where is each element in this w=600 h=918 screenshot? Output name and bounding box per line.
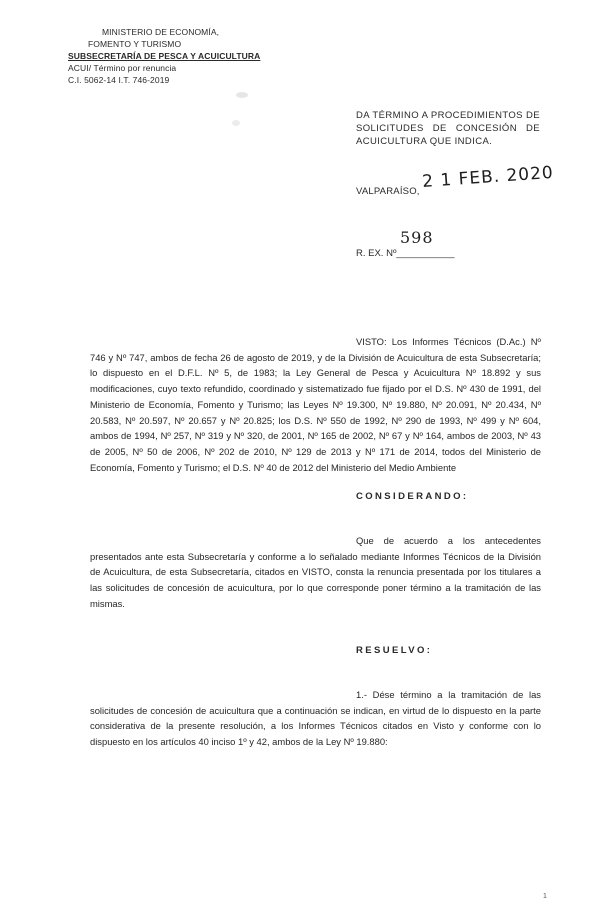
scan-mark: [236, 92, 248, 98]
page-folio: 1: [543, 893, 547, 900]
resuelvo-paragraph-1: 1.- Dése término a la tramitación de las solicitudes de concesión de acuicultura que a continuación se indican, en virtud de lo dispuesto en la parte considerativa de la presente resolución, a los Informes Técnicos citados en Visto y conforme con lo dispuesto en los artículos 40 inciso 1º y 42, ambos de la Ley Nº 19.880:: [90, 689, 541, 748]
ministry-line-2: FOMENTO Y TURISMO: [88, 39, 182, 49]
ministry-line-1: MINISTERIO DE ECONOMÍA,: [102, 27, 220, 37]
considerando-heading: CONSIDERANDO:: [356, 491, 469, 502]
considerando-paragraph: Que de acuerdo a los antecedentes presentados ante esta Subsecretaría y conforme a lo señalado mediante Informes Técnicos de la División de Acuicultura, de esta Subsecretaría, citados en VISTO, consta la renuncia presentada por los titulares a las solicitudes de concesión de acuicultura, por lo que corresponde poner término a la tramitación de las mismas.: [90, 535, 541, 609]
visto-paragraph: VISTO: Los Informes Técnicos (D.Ac.) Nº 746 y Nº 747, ambos de fecha 26 de agosto de 2019, y de la División de Acuicultura de esta Subsecretaría; lo dispuesto en el D.F.L. Nº 5, de 1983; la Ley General de Pesca y Acuicultura Nº 18.892 y sus modificaciones, cuyo texto refundido, coordinado y sistematizado fue fijado por el D.S. Nº 430 de 1991, del Ministerio de Economía, Fomento y Turismo; las Leyes Nº 19.300, Nº 19.880, Nº 20.091, Nº 20.434, Nº 20.583, Nº 20.597, Nº 20.657 y Nº 20.825; los D.S. Nº 550 de 1992, Nº 290 de 1993, Nº 499 y Nº 604, ambos de 1994, Nº 257, Nº 319 y Nº 320, de 2001, Nº 165 de 2002, Nº 67 y Nº 164, ambos de 2003, Nº 43 de 2005, Nº 50 de 2006, Nº 202 de 2010, Nº 129 de 2013 y Nº 171 de 2014, todos del Ministerio de Economía, Fomento y Turismo; el D.S. Nº 40 de 2012 del Ministerio del Medio Ambiente: [90, 336, 541, 473]
date-stamp: 2 1 FEB. 2020: [421, 162, 555, 192]
place-label: VALPARAÍSO,: [356, 186, 420, 197]
reference-line-2: C.I. 5062-14 I.T. 746-2019: [68, 75, 170, 85]
reference-line-1: ACUI/ Término por renuncia: [68, 63, 177, 73]
scan-mark: [232, 120, 240, 126]
document-title: DA TÉRMINO A PROCEDIMIENTOS DE SOLICITUDES DE CONCESIÓN DE ACUICULTURA QUE INDICA.: [356, 110, 540, 147]
resolution-number: 598: [400, 228, 434, 247]
subsecretaria-line: SUBSECRETARÍA DE PESCA Y ACUICULTURA: [68, 51, 261, 61]
document-header: [62, 26, 262, 86]
resolution-label: R. EX. Nº___________: [356, 248, 455, 259]
resuelvo-heading: RESUELVO:: [356, 645, 433, 656]
